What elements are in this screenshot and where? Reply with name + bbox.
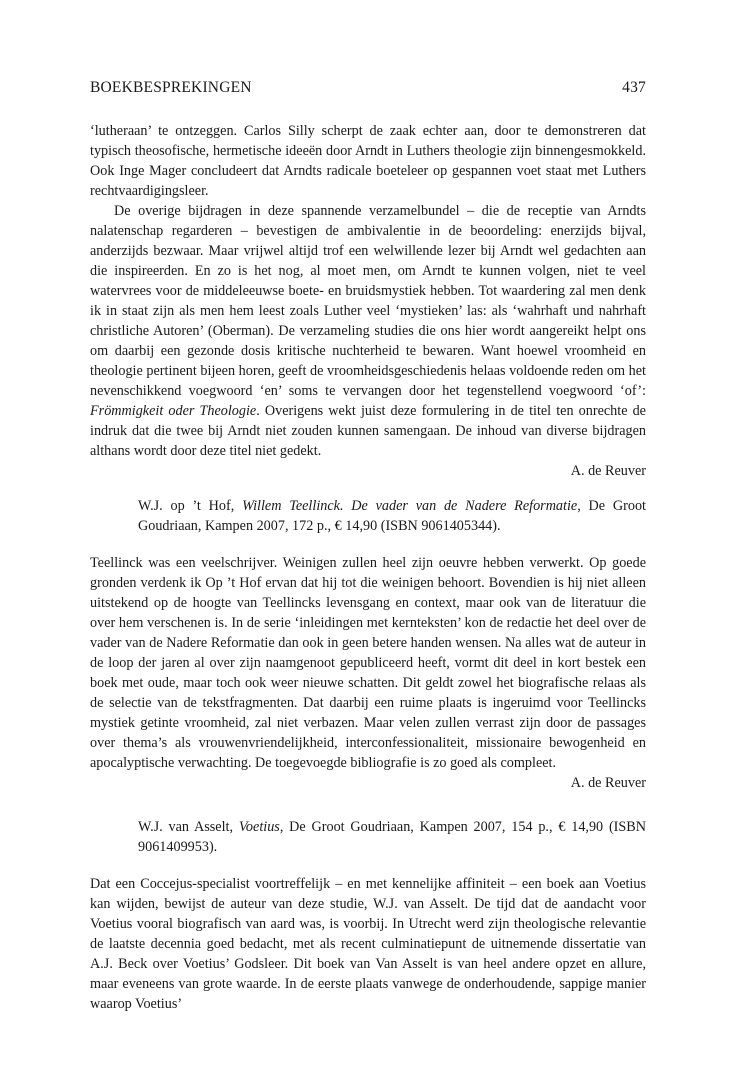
review-2 bbox=[90, 553, 646, 793]
review-2-citation-details: , De Groot Goudriaan, Kampen 2007, 172 p., € 14,90 (ISBN 9061405344). bbox=[138, 498, 646, 534]
review-2-citation bbox=[138, 496, 646, 536]
review-3-citation-author: W.J. van Asselt, bbox=[138, 819, 239, 835]
review-3-citation-title: Voetius bbox=[238, 819, 280, 835]
review-2-body: Teellinck was een veelschrijver. Weinigen zullen heel zijn oeuvre hebben verwerkt. Op goede gronden verdenk ik Op ’t Hof ervan dat hij tot die weinigen behoort. Bovendien is hij niet alleen uitstekend op de hoogte van Teellincks levensgang en context, maar ook van de literatuur die over hem verschenen is. In de serie ‘inleidingen met kernteksten’ kon de redactie het deel over de vader van de Nadere Reformatie dan ook in geen betere handen wensen. Na alles wat de auteur in de loop der jaren al over zijn naamgenoot gepubliceerd heeft, vormt dit deel in kort bestek een boek met oude, maar toch ook weer nieuwe schatten. Dit geldt zowel het biografische relaas als de selectie van de tekstfragmenten. Dat daarbij een ruime plaats is ingeruimd voor Teellincks mystiek getinte vroomheid, zal niet verbazen. Maar velen zullen verrast zijn door de passages over thema’s als vrouwenvriendelijkheid, interconfessionaliteit, missionaire bewogenheid en apocalyptische verwachting. De toegevoegde bibliografie is zo goed als compleet. bbox=[90, 555, 646, 771]
review-3-citation-details: , De Groot Goudriaan, Kampen 2007, 154 p., € 14,90 (ISBN 9061409953). bbox=[138, 819, 647, 855]
review-3-citation-text bbox=[138, 817, 646, 857]
review-2-citation-author: W.J. op ’t Hof, bbox=[138, 498, 243, 514]
page-number: 437 bbox=[622, 79, 646, 96]
review-3-body: Dat een Coccejus-specialist voortreffelijk – en met kennelijke affiniteit – een boek aan Voetius kan wijden, bewijst de auteur van deze studie, W.J. van Asselt. De tijd dat de aandacht voor Voetius vooral biografisch van aard was, is voorbij. In Utrecht werd zijn theologische relevantie de laatste decennia goed bedacht, met als recent culminatiepunt de uitnemende dissertatie van A.J. Beck over Voetius’ Godsleer. Dit boek van Van Asselt is van heel andere opzet en allure, maar eveneens van grote waarde. In de eerste plaats vanwege de onderhoudende, sappige manier waarop Voetius’ bbox=[90, 876, 646, 1012]
review-1-paragraph-2 bbox=[90, 201, 646, 461]
review-2-signature: A. de Reuver bbox=[570, 775, 646, 791]
review-3-citation bbox=[138, 817, 646, 857]
review-1-paragraph-2-text-a: De overige bijdragen in deze spannende verzamelbundel – die de receptie van Arndts nalatenschap regarderen – bevestigen de ambivalentie in de beoordeling: enerzijds bijval, anderzijds bezwaar. Maar vrijwel altijd trof een welwillende lezer bij Arndt wel gedachten aan die inspireerden. En zo is het nog, al moet men, om Arndt te kunnen volgen, niet te veel watervrees voor de middeleeuwse boete- en bruidsmystiek hebben. Tot waardering zal men denk ik in staat zijn als men hem leest zoals Luther veel ‘mystieken’ las: als ‘wahrhaft und nahrhaft christliche Autoren’ (Oberman). De verzameling studies die ons hier wordt aangereikt helpt ons om daarbij een gezonde dosis kritische nuchterheid te bewaren. Want hoewel vroomheid en theologie pertinent bijeen horen, geeft de vroomheidsgeschiedenis helaas voldoende reden om het nevenschikkend voegwoord ‘en’ soms te vervangen door het tegenstellend voegwoord ‘of’: bbox=[90, 203, 646, 399]
review-1-paragraph-2-text-b: . Overigens wekt juist deze formulering in de titel ten onrechte de indruk dat die twee bij Arndt niet zouden kunnen samengaan. De inhoud van diverse bijdragen althans wordt door deze titel niet gedekt. bbox=[90, 403, 646, 459]
review-2-citation-title: Willem Teellinck. De vader van de Nadere Reformatie bbox=[242, 498, 578, 514]
running-head bbox=[90, 79, 646, 97]
review-1 bbox=[90, 121, 646, 481]
review-1-signature: A. de Reuver bbox=[570, 463, 646, 479]
review-1-paragraph-1: ‘lutheraan’ te ontzeggen. Carlos Silly scherpt de zaak echter aan, door te demonstreren dat typisch theosofische, hermetische ideeën door Arndt in Luthers theologie zijn binnengesmokkeld. Ook Inge Mager concludeert dat Arndts radicale boeteleer op gespannen voet staat met Luthers rechtvaardigingsleer. bbox=[90, 123, 646, 199]
review-1-italic-title: Frömmigkeit oder Theologie bbox=[90, 403, 257, 419]
review-3 bbox=[90, 874, 646, 1014]
section-title: BOEKBESPREKINGEN bbox=[90, 79, 252, 96]
review-2-citation-text bbox=[138, 496, 646, 536]
